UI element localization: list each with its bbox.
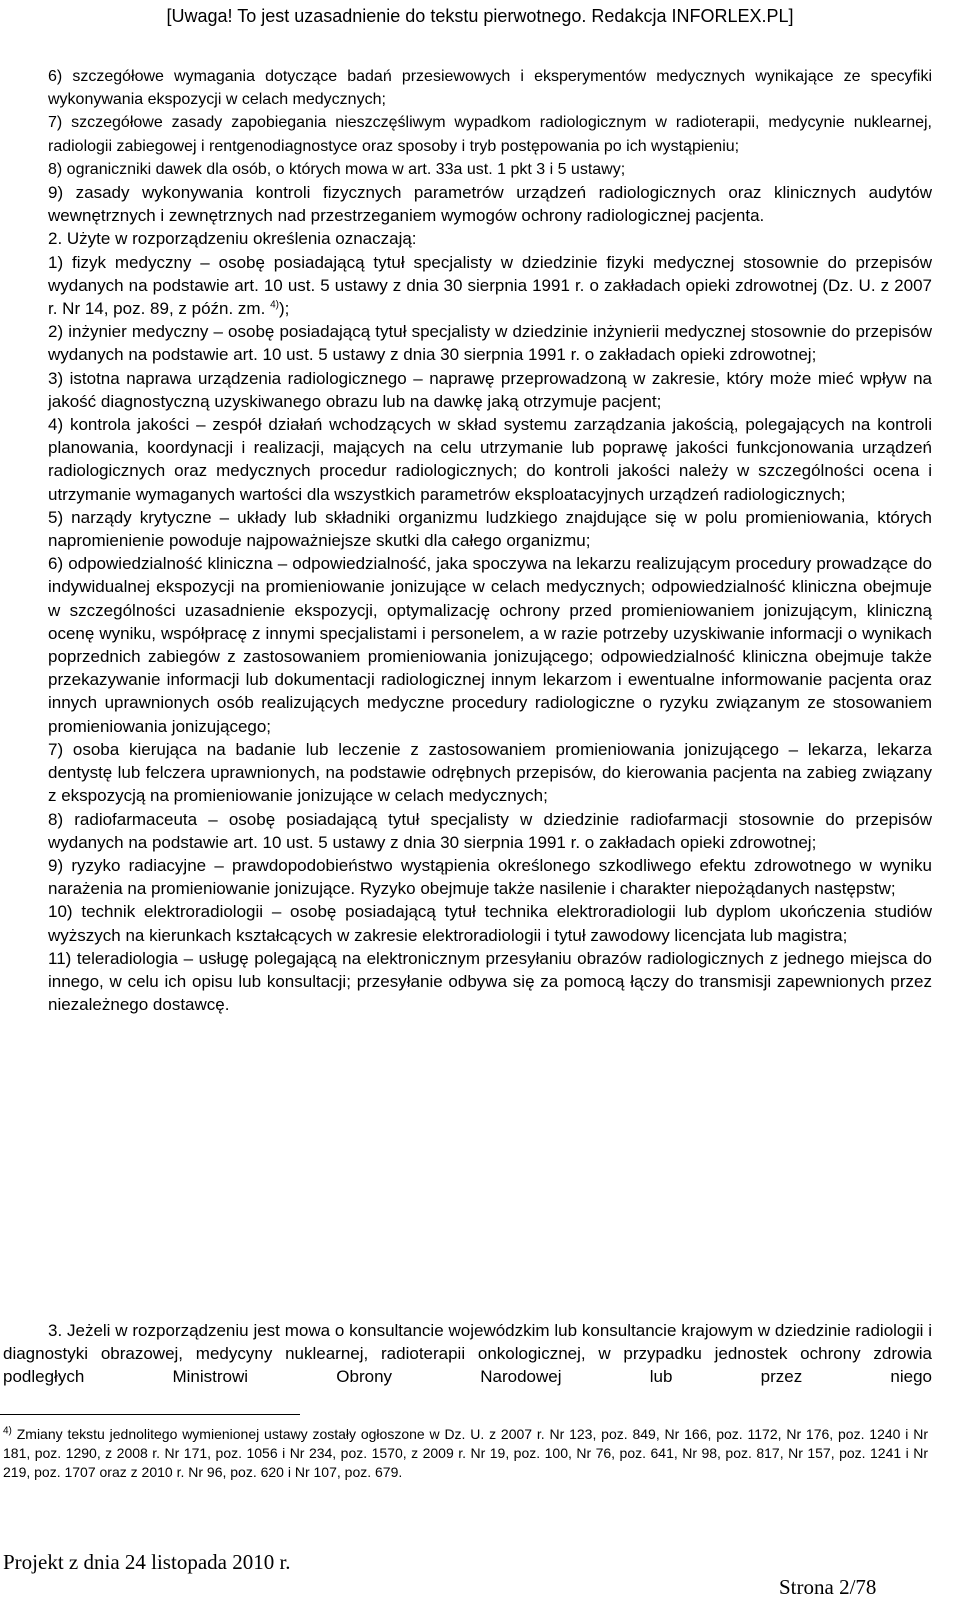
footnote-text: Zmiany tekstu jednolitego wymienionej ustawy zostały ogłoszone w Dz. U. z 2007 r. Nr 123, poz. 849, Nr 166, poz. 1172, Nr 176, poz. 1240 i Nr 181, poz. 1290, z 2008 r. Nr 171, poz. 1056 i Nr 234, poz. 1570, z 2009 r. Nr 19, poz. 100, Nr 76, poz. 641, Nr 98, poz. 817, Nr 157, poz. 1241 i Nr 219, poz. 1707 oraz z 2010 r. Nr 96, poz. 620 i Nr 107, poz. 679. [3, 1426, 928, 1480]
footnote [3, 1425, 928, 1482]
definition-technik-elektroradiologii: 10) technik elektroradiologii – osobę posiadającą tytuł technika elektroradiologii lub dyplom ukończenia studiów wyższych na kierunkach kształcących w zakresie elektroradiologii i tytuł zawodowy licencjata lub magistra; [48, 902, 932, 945]
paragraph-item-7: 7) szczegółowe zasady zapobiegania nieszczęśliwym wypadkom radiologicznym w radioterapii, medycynie nuklearnej, radiologii zabiegowej i rentgenodiagnostyce oraz sposoby i tryb postępowania po ich wystąpieniu; [48, 114, 932, 155]
definition-radiofarmaceuta: 8) radiofarmaceuta – osobę posiadającą tytuł specjalisty w dziedzinie radiofarmacji stosownie do przepisów wydanych na podstawie art. 10 ust. 5 ustawy z dnia 30 sierpnia 1991 r. o zakładach opieki zdrowotnej; [48, 809, 932, 852]
document-body [48, 65, 932, 1016]
definition-osoba-kierujaca: 7) osoba kierująca na badanie lub leczenie z zastosowaniem promieniowania jonizującego – lekarza, lekarza dentystę lub felczera uprawnionych, na podstawie odrębnych przepisów, do kierowania pacjenta na zabieg związany z ekspozycją na promieniowanie jonizujące w celach medycznych; [48, 739, 932, 806]
definition-istotna-naprawa: 3) istotna naprawa urządzenia radiologicznego – naprawę przeprowadzoną w zakresie, który może mieć wpływ na jakość diagnostyczną uzyskiwanego obrazu lub na dawkę jaką otrzymuje pacjent; [48, 368, 932, 411]
paragraph-item-8: 8) ograniczniki dawek dla osób, o których mowa w art. 33a ust. 1 pkt 3 i 5 ustawy; [48, 160, 626, 178]
definition-narzady-krytyczne: 5) narządy krytyczne – układy lub składniki organizmu ludzkiego znajdujące się w polu promieniowania, których napromienienie powoduje najpoważniejsze skutki dla całego organizmu; [48, 507, 932, 551]
section-2-intro: 2. Użyte w rozporządzeniu określenia oznaczają: [48, 229, 417, 249]
definition-fizyk-medyczny [48, 251, 932, 321]
definition-text: 1) fizyk medyczny – osobę posiadającą tytuł specjalisty w dziedzinie fizyki medycznej stosownie do przepisów wydanych na podstawie art. 10 ust. 5 ustawy z dnia 30 sierpnia 1991 r. o zakładach opieki zdrowotnej (Dz. U. z 2007 r. Nr 14, poz. 89, z późn. zm. [48, 252, 932, 319]
section-3-text [3, 1319, 932, 1389]
section-3 [3, 1319, 932, 1389]
footnote-reference-suffix: ); [278, 299, 290, 319]
footer-page-number: Strona 2/78 [779, 1575, 877, 1599]
definition-odpowiedzialnosc-kliniczna: 6) odpowiedzialność kliniczna – odpowiedzialność, jaka spoczywa na lekarzu realizującym procedury prowadzące do indywidualnej ekspozycji na promieniowanie jonizujące w celach medycznych; odpowiedzialność kliniczna obejmuje w szczególności uzasadnienie ekspozycji, optymalizację ochrony przed promieniowaniem jonizującym, kliniczną ocenę wyniku, współpracę z innymi specjalistami i personelem, a w razie potrzeby uzyskiwanie informacji o wynikach poprzednich zabiegów z zastosowaniem promieniowania jonizującego; odpowiedzialność kliniczna obejmuje także przekazywanie informacji lub dokumentacji radiologicznej innym lekarzom i ewentualne informowanie pacjenta oraz innych uprawnionych osób realizujących medyczne procedury radiologiczne o ryzyku związanym ze stosowaniem promieniowania jonizującego; [48, 554, 932, 736]
footer-draft-date: Projekt z dnia 24 listopada 2010 r. [3, 1550, 291, 1574]
footnote-reference[interactable]: 4) [270, 299, 279, 311]
section-3-content: 3. Jeżeli w rozporządzeniu jest mowa o konsultancie wojewódzkim lub konsultancie krajowym w dziedzinie radiologii i diagnostyki obrazowej, medycyny nuklearnej, radioterapii onkologicznej, w przypadku jednostek ochrony zdrowia podległych Ministrowi Obrony Narodowej lub przez niego [3, 1321, 932, 1387]
footnote-mark: 4) [3, 1425, 12, 1437]
footnote-separator [0, 1414, 300, 1415]
definition-inzynier-medyczny: 2) inżynier medyczny – osobę posiadającą tytuł specjalisty w dziedzinie inżynierii medycznej stosownie do przepisów wydanych na podstawie art. 10 ust. 5 ustawy z dnia 30 sierpnia 1991 r. o zakładach opieki zdrowotnej; [48, 322, 932, 365]
paragraph-item-9: 9) zasady wykonywania kontroli fizycznych parametrów urządzeń radiologicznych oraz klinicznych audytów wewnętrznych i zewnętrznych nad przestrzeganiem wymogów ochrony radiologicznej pacjenta. [48, 183, 932, 226]
page-header: [Uwaga! To jest uzasadnienie do tekstu pierwotnego. Redakcja INFORLEX.PL] [166, 6, 794, 26]
definition-teleradiologia: 11) teleradiologia – usługę polegającą na elektronicznym przesyłaniu obrazów radiologicznych z jednego miejsca do innego, w celu ich opisu lub konsultacji; przesyłanie odbywa się za pomocą łączy do transmisji zapewnionych przez niezależnego dostawcę. [48, 948, 932, 1015]
paragraph-item-6: 6) szczegółowe wymagania dotyczące badań przesiewowych i eksperymentów medycznych wynikające ze specyfiki wykonywania ekspozycji w celach medycznych; [48, 68, 932, 109]
footnote-4 [3, 1425, 928, 1482]
definition-ryzyko-radiacyjne: 9) ryzyko radiacyjne – prawdopodobieństwo wystąpienia określonego szkodliwego efektu zdrowotnego w wyniku narażenia na promieniowanie jonizujące. Ryzyko obejmuje także nasilenie i charakter niepożądanych następstw; [48, 855, 932, 899]
definition-kontrola-jakosci: 4) kontrola jakości – zespół działań wchodzących w skład systemu zarządzania jakością, polegających na kontroli planowania, koordynacji i realizacji, mających na celu utrzymanie lub poprawę jakości funkcjonowania urządzeń radiologicznych oraz medycznych procedur radiologicznych; do kontroli jakości należy w szczególności ocena i utrzymanie wymaganych wartości dla wszystkich parametrów eksploatacyjnych urządzeń radiologicznych; [48, 415, 932, 504]
